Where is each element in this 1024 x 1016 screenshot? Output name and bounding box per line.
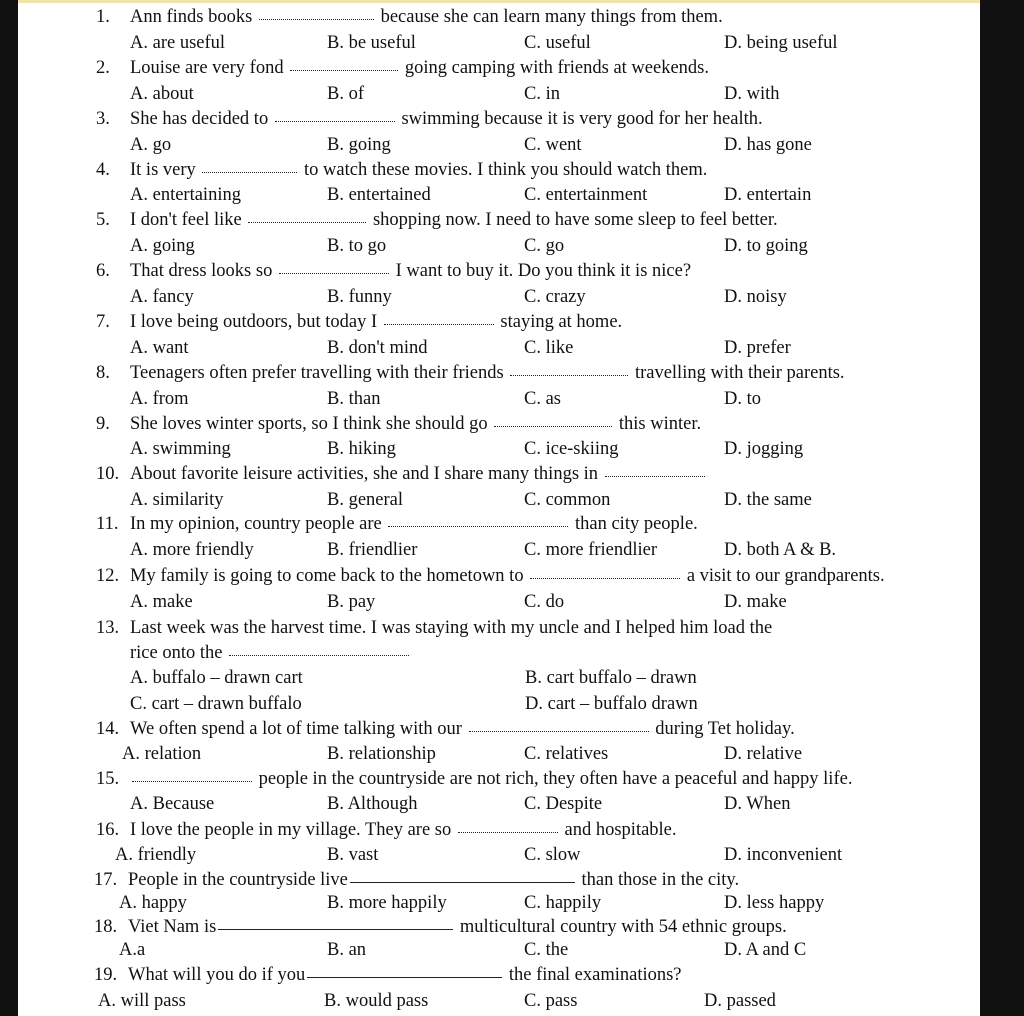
answer-option-a[interactable]: A. will pass	[98, 991, 186, 1011]
answer-option-c[interactable]: C. like	[524, 338, 574, 358]
question-stem	[130, 6, 723, 28]
answer-option-b[interactable]: B. would pass	[324, 991, 429, 1011]
question-stem	[130, 617, 772, 639]
stem-text-before: About favorite leisure activities, she and I share many things in	[130, 464, 603, 484]
stem-text-after: swimming because it is very good for her health.	[396, 109, 763, 129]
answer-option-a[interactable]: A. are useful	[130, 33, 226, 53]
answer-option-a[interactable]: A. from	[130, 389, 189, 409]
right-edge-bar	[980, 0, 1002, 1016]
stem-text-before: People in the countryside live	[128, 870, 348, 890]
answer-option-c[interactable]: C. common	[524, 490, 611, 510]
answer-blank[interactable]	[458, 832, 558, 833]
answer-option-a[interactable]: A. go	[130, 135, 172, 155]
question-stem	[130, 311, 622, 333]
question-number: 5.	[96, 210, 110, 230]
answer-option-b[interactable]: B. an	[327, 940, 367, 960]
stem-text-before: Teenagers often prefer travelling with their friends	[130, 363, 509, 383]
stem-text-after: this winter.	[614, 414, 702, 434]
answer-option-d[interactable]: D. the same	[724, 490, 812, 510]
question-stem	[128, 964, 682, 986]
question-number: 6.	[96, 261, 110, 281]
answer-option-d[interactable]: D. has gone	[724, 135, 812, 155]
answer-option-c[interactable]: C. do	[524, 592, 565, 612]
answer-option-c[interactable]: C. the	[524, 940, 569, 960]
answer-option-d[interactable]: D. When	[724, 794, 791, 814]
answer-option-c[interactable]: C. crazy	[524, 287, 586, 307]
answer-option-d[interactable]: D. inconvenient	[724, 845, 843, 865]
answer-option-c[interactable]: C. more friendlier	[524, 540, 658, 560]
answer-option-c[interactable]: C. relatives	[524, 744, 609, 764]
answer-option-c[interactable]: C. as	[524, 389, 561, 409]
stem-text-before: I love the people in my village. They are so	[130, 820, 456, 840]
answer-option-a[interactable]: A.a	[119, 940, 146, 960]
answer-blank[interactable]	[469, 731, 649, 732]
question-number: 17.	[94, 870, 118, 890]
question-number: 16.	[96, 820, 120, 840]
question-stem	[128, 869, 739, 891]
question-stem	[128, 916, 787, 938]
answer-blank[interactable]	[350, 882, 575, 883]
answer-option-a[interactable]: A. happy	[119, 893, 187, 913]
answer-option-d[interactable]: D. entertain	[724, 185, 812, 205]
question-number: 10.	[96, 464, 120, 484]
question-number: 12.	[96, 566, 120, 586]
stem-text-after: because she can learn many things from them.	[375, 7, 723, 27]
question-stem-line2	[130, 642, 411, 664]
answer-blank[interactable]	[388, 526, 568, 527]
stem-text-before: I don't feel like	[130, 210, 247, 230]
answer-option-c[interactable]: C. in	[524, 84, 560, 104]
answer-option-d[interactable]: D. less happy	[724, 893, 825, 913]
question-number: 11.	[96, 514, 119, 534]
question-stem	[130, 819, 677, 841]
answer-option-b[interactable]: B. hiking	[327, 439, 396, 459]
answer-blank[interactable]	[510, 375, 628, 376]
answer-option-d[interactable]: D. make	[724, 592, 787, 612]
answer-option-c[interactable]: C. went	[524, 135, 582, 155]
stem-text-after: I want to buy it. Do you think it is nice?	[390, 261, 692, 281]
answer-option-b[interactable]: B. of	[327, 84, 364, 104]
answer-option-d[interactable]: D. both A & B.	[724, 540, 837, 560]
question-stem	[130, 362, 845, 384]
question-number: 15.	[96, 769, 120, 789]
stem-text-before: Viet Nam is	[128, 917, 217, 937]
answer-option-a[interactable]: A. want	[130, 338, 189, 358]
answer-option-b[interactable]: B. funny	[327, 287, 392, 307]
question-stem	[130, 260, 691, 282]
answer-option-a[interactable]: A. similarity	[130, 490, 224, 510]
answer-option-a[interactable]: A. entertaining	[130, 185, 241, 205]
stem-text-after: than those in the city.	[576, 870, 740, 890]
question-stem	[130, 57, 709, 79]
question-number: 8.	[96, 363, 110, 383]
answer-option-c[interactable]: C. Despite	[524, 794, 603, 814]
answer-option-b[interactable]: B. vast	[327, 845, 379, 865]
answer-blank[interactable]	[275, 121, 395, 122]
stem-text-after: the final examinations?	[504, 965, 682, 985]
stem-text-after: shopping now. I need to have some sleep to feel better.	[368, 210, 778, 230]
stem-text-before: Ann finds books	[130, 7, 257, 27]
question-number: 4.	[96, 160, 110, 180]
stem-text-after: staying at home.	[495, 312, 623, 332]
question-number: 19.	[94, 965, 118, 985]
question-stem	[130, 565, 885, 587]
answer-option-d[interactable]: D. passed	[704, 991, 776, 1011]
stem-text-after: multicultural country with 54 ethnic groups.	[455, 917, 787, 937]
answer-blank[interactable]	[279, 273, 389, 274]
question-number: 9.	[96, 414, 110, 434]
question-stem	[130, 718, 795, 740]
answer-option-c[interactable]: C. happily	[524, 893, 602, 913]
answer-option-c[interactable]: C. go	[524, 236, 565, 256]
answer-option-d[interactable]: D. being useful	[724, 33, 838, 53]
answer-option-b[interactable]: B. to go	[327, 236, 387, 256]
answer-option-a[interactable]: A. about	[130, 84, 194, 104]
answer-blank[interactable]	[248, 222, 366, 223]
question-stem	[130, 513, 698, 535]
question-stem	[130, 768, 852, 790]
question-number: 2.	[96, 58, 110, 78]
question-stem	[130, 463, 707, 485]
question-number: 3.	[96, 109, 110, 129]
answer-option-d[interactable]: D. relative	[724, 744, 803, 764]
answer-option-c[interactable]: C. pass	[524, 991, 578, 1011]
stem-text-after: during Tet holiday.	[650, 719, 795, 739]
answer-option-b[interactable]: B. more happily	[327, 893, 447, 913]
answer-option-c[interactable]: C. ice-skiing	[524, 439, 619, 459]
stem-text-before: In my opinion, country people are	[130, 514, 387, 534]
stem-text-after: and hospitable.	[559, 820, 677, 840]
answer-option-a[interactable]: A. more friendly	[130, 540, 254, 560]
answer-option-a[interactable]: A. relation	[122, 744, 202, 764]
answer-option-d[interactable]: D. A and C	[724, 940, 807, 960]
question-number: 7.	[96, 312, 110, 332]
answer-option-b[interactable]: B. be useful	[327, 33, 416, 53]
top-border-line	[18, 0, 1002, 3]
answer-option-b[interactable]: B. relationship	[327, 744, 436, 764]
answer-option-b[interactable]: B. Although	[327, 794, 418, 814]
answer-option-a[interactable]: A. fancy	[130, 287, 194, 307]
answer-option-b[interactable]: B. than	[327, 389, 381, 409]
stem-text-before: She loves winter sports, so I think she should go	[130, 414, 493, 434]
worksheet-page	[18, 0, 1002, 1016]
answer-blank[interactable]	[259, 19, 374, 20]
answer-blank[interactable]	[202, 172, 297, 173]
answer-option-d[interactable]: D. to	[724, 389, 761, 409]
answer-option-b[interactable]: B. don't mind	[327, 338, 428, 358]
answer-option-c[interactable]: C. useful	[524, 33, 591, 53]
answer-option-a[interactable]: A. make	[130, 592, 193, 612]
stem-text-before: What will you do if you	[128, 965, 306, 985]
answer-option-c[interactable]: C. slow	[524, 845, 581, 865]
stem-text-before: It is very	[130, 160, 201, 180]
answer-blank[interactable]	[132, 781, 252, 782]
answer-option-c[interactable]: C. entertainment	[524, 185, 648, 205]
stem-text-after: than city people.	[570, 514, 698, 534]
question-stem	[130, 159, 707, 181]
answer-blank[interactable]	[290, 70, 398, 71]
answer-blank[interactable]	[605, 476, 705, 477]
stem-text-after: people in the countryside are not rich, they often have a peaceful and happy life.	[254, 769, 853, 789]
question-number: 14.	[96, 719, 120, 739]
answer-option-b[interactable]: B. pay	[327, 592, 376, 612]
answer-option-d[interactable]: D. jogging	[724, 439, 804, 459]
answer-blank[interactable]	[530, 578, 680, 579]
stem-text-before: Last week was the harvest time. I was staying with my uncle and I helped him load the	[130, 618, 773, 638]
question-stem	[130, 108, 763, 130]
question-number: 13.	[96, 618, 120, 638]
stem-text-before: Louise are very fond	[130, 58, 289, 78]
answer-option-b[interactable]: B. going	[327, 135, 391, 155]
answer-option-a[interactable]: A. buffalo – drawn cart	[130, 668, 303, 688]
stem-text-before: That dress looks so	[130, 261, 277, 281]
answer-blank[interactable]	[229, 655, 409, 656]
question-number: 18.	[94, 917, 118, 937]
answer-option-b[interactable]: B. cart buffalo – drawn	[525, 668, 697, 688]
stem-text-before: I love being outdoors, but today I	[130, 312, 382, 332]
question-stem	[130, 413, 701, 435]
answer-option-a[interactable]: A. friendly	[115, 845, 197, 865]
stem-text-before: rice onto the	[130, 643, 228, 663]
stem-text-after: a visit to our grandparents.	[682, 566, 885, 586]
stem-text-before: She has decided to	[130, 109, 273, 129]
answer-blank[interactable]	[218, 929, 453, 930]
answer-blank[interactable]	[307, 977, 502, 978]
question-stem	[130, 209, 778, 231]
answer-option-a[interactable]: A. Because	[130, 794, 215, 814]
stem-text-before: We often spend a lot of time talking with our	[130, 719, 467, 739]
stem-text-after: travelling with their parents.	[630, 363, 845, 383]
answer-blank[interactable]	[384, 324, 494, 325]
answer-option-a[interactable]: A. swimming	[130, 439, 231, 459]
answer-option-d[interactable]: D. prefer	[724, 338, 791, 358]
stem-text-after: going camping with friends at weekends.	[400, 58, 709, 78]
stem-text-before: My family is going to come back to the hometown to	[130, 566, 529, 586]
stem-text-after: to watch these movies. I think you should watch them.	[299, 160, 708, 180]
answer-option-d[interactable]: D. to going	[724, 236, 808, 256]
question-number: 1.	[96, 7, 110, 27]
answer-option-c[interactable]: C. cart – drawn buffalo	[130, 694, 302, 714]
answer-option-b[interactable]: B. general	[327, 490, 404, 510]
answer-option-b[interactable]: B. friendlier	[327, 540, 418, 560]
answer-option-b[interactable]: B. entertained	[327, 185, 431, 205]
answer-option-d[interactable]: D. noisy	[724, 287, 787, 307]
answer-option-d[interactable]: D. cart – buffalo drawn	[525, 694, 698, 714]
answer-blank[interactable]	[494, 426, 612, 427]
answer-option-a[interactable]: A. going	[130, 236, 195, 256]
answer-option-d[interactable]: D. with	[724, 84, 780, 104]
